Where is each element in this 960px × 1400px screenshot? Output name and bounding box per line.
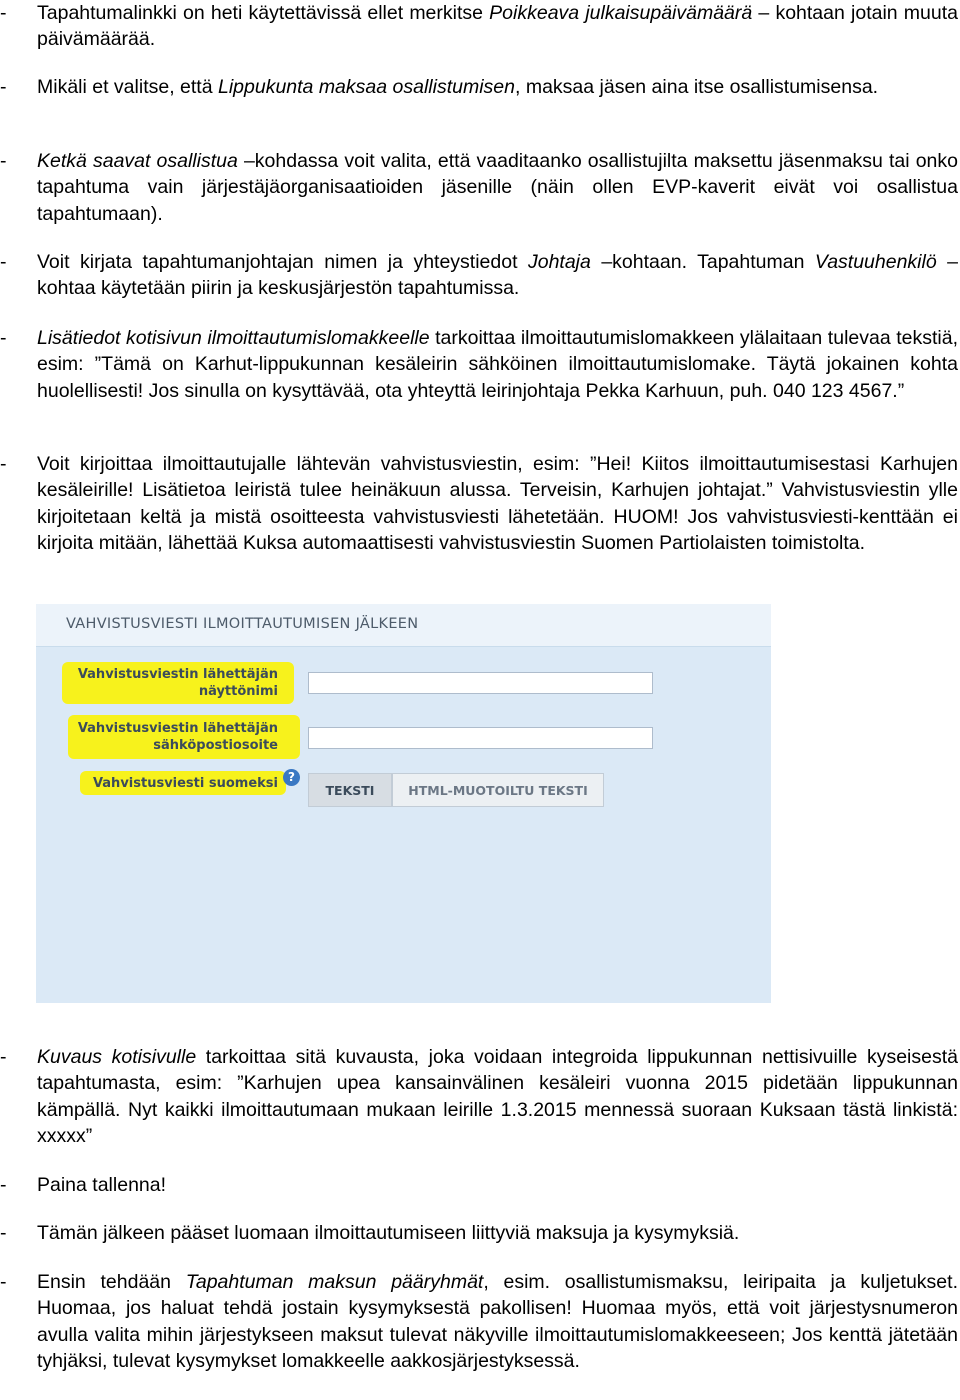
bullet-dash: - <box>0 1046 7 1068</box>
bullet-dash: - <box>0 327 7 349</box>
label-line: sähköpostiosoite <box>153 738 278 753</box>
bullet-dash: - <box>0 1271 7 1293</box>
question-mark-icon[interactable]: ? <box>283 769 300 786</box>
sender-email-input[interactable] <box>308 727 653 749</box>
list-item-text: Voit kirjoittaa ilmoittautujalle lähtevän vahvistusviestin, esim: ”Hei! Kiitos ilmoittautumisestasi Karhujen kesäleirille! Lisätietoa leiristä tulee heinäkuun alussa. Terveisin, Karhujen johtajat.” Vahvistusviestin ylle kirjoitetaan keltä ja mistä osoitteesta vahvistusviesti lähetetään. HUOM! Jos vahvistusviesti-kenttään ei kirjoita mitään, lähettää Kuksa automaattisesti vahvistusviestin Suomen Partiolaisten toimistolta. <box>37 453 958 554</box>
list-item <box>0 325 960 404</box>
panel-header <box>36 604 771 647</box>
bullet-dash: - <box>0 453 7 475</box>
list-item <box>0 0 960 53</box>
sender-name-input[interactable] <box>308 672 653 694</box>
list-item <box>0 249 960 302</box>
bullet-dash: - <box>0 251 7 273</box>
list-item-text: Ketkä saavat osallistua –kohdassa voit valita, että vaaditaanko osallistujilta maksettu jäsenmaksu tai onko tapahtuma vain järjestäjäorganisaatioiden jäsenille (näin ollen EVP-kaverit eivät voi osallistua tapahtumaan). <box>37 150 958 225</box>
panel-title: VAHVISTUSVIESTI ILMOITTAUTUMISEN JÄLKEEN <box>66 616 419 632</box>
list-item <box>0 74 960 100</box>
list-item-text: Tapahtumalinkki on heti käytettävissä ellet merkitse Poikkeava julkaisupäivämäärä – kohtaan jotain muuta päivämäärää. <box>37 2 959 51</box>
list-item <box>0 1172 960 1198</box>
list-item <box>0 1220 960 1246</box>
list-item-text: Voit kirjata tapahtumanjohtajan nimen ja yhteystiedot Johtaja –kohtaan. Tapahtuman Vastuuhenkilö –kohtaa käytetään piirin ja keskusjärjestön tapahtumissa. <box>37 251 958 300</box>
list-item-text: Kuvaus kotisivulle tarkoittaa sitä kuvausta, joka voidaan integroida lippukunnan nettisivuille kyseisestä tapahtumasta, esim: ”Karhujen upea kansainvälinen kesäleiri vuonna 2015 pidetään lippukunnan kämpällä. Nyt kaikki ilmoittautumaan mukaan leirille 1.3.2015 mennessä suoraan Kuksaan tästä linkistä: xxxxx” <box>37 1046 958 1147</box>
list-item <box>0 451 960 556</box>
label-line: näyttönimi <box>198 684 278 699</box>
list-item <box>0 148 960 227</box>
list-item-text: Mikäli et valitse, että Lippukunta maksaa osallistumisen, maksaa jäsen aina itse osallistumisensa. <box>37 76 879 98</box>
message-label: Vahvistusviesti suomeksi <box>92 776 278 791</box>
bullet-dash: - <box>0 1222 7 1244</box>
list-item <box>0 1044 960 1149</box>
confirmation-message-screenshot <box>36 604 771 1003</box>
tab-text[interactable]: TEKSTI <box>308 773 392 807</box>
bullet-dash: - <box>0 76 7 98</box>
bullet-dash: - <box>0 150 7 172</box>
sender-name-label <box>66 666 278 700</box>
bullet-dash: - <box>0 1174 7 1196</box>
label-line: Vahvistusviestin lähettäjän <box>77 667 278 682</box>
sender-email-label <box>66 720 278 754</box>
label-line: Vahvistusviestin lähettäjän <box>77 721 278 736</box>
list-item-text: Lisätiedot kotisivun ilmoittautumislomakkeelle tarkoittaa ilmoittautumislomakkeen ylälaitaan tulevaa tekstiä, esim: ”Tämä on Karhut-lippukunnan kesäleirin sähköinen ilmoittautumislomake. Täytä jokainen kohta huolellisesti! Jos sinulla on kysyttävää, ota yhteyttä leirinjohtaja Pekka Karhuun, puh. 040 123 4567.” <box>37 327 959 402</box>
tab-html[interactable]: HTML-MUOTOILTU TEKSTI <box>392 773 604 807</box>
list-item-text: Tämän jälkeen pääset luomaan ilmoittautumiseen liittyviä maksuja ja kysymyksiä. <box>37 1222 740 1244</box>
list-item-text: Ensin tehdään Tapahtuman maksun pääryhmät, esim. osallistumismaksu, leiripaita ja kuljetukset. Huomaa, jos haluat tehdä jostain kysymyksestä pakollisen! Huomaa myös, että voit järjestysnumeron avulla valita mihin järjestykseen maksut tulevat näkyville ilmoittautumislomakkeeseen; Jos kenttä jätetään tyhjäksi, tulevat kysymykset lomakkeelle aakkosjärjestyksessä. <box>37 1271 958 1372</box>
bullet-dash: - <box>0 2 7 24</box>
list-item-text: Paina tallenna! <box>37 1174 167 1196</box>
list-item <box>0 1269 960 1374</box>
